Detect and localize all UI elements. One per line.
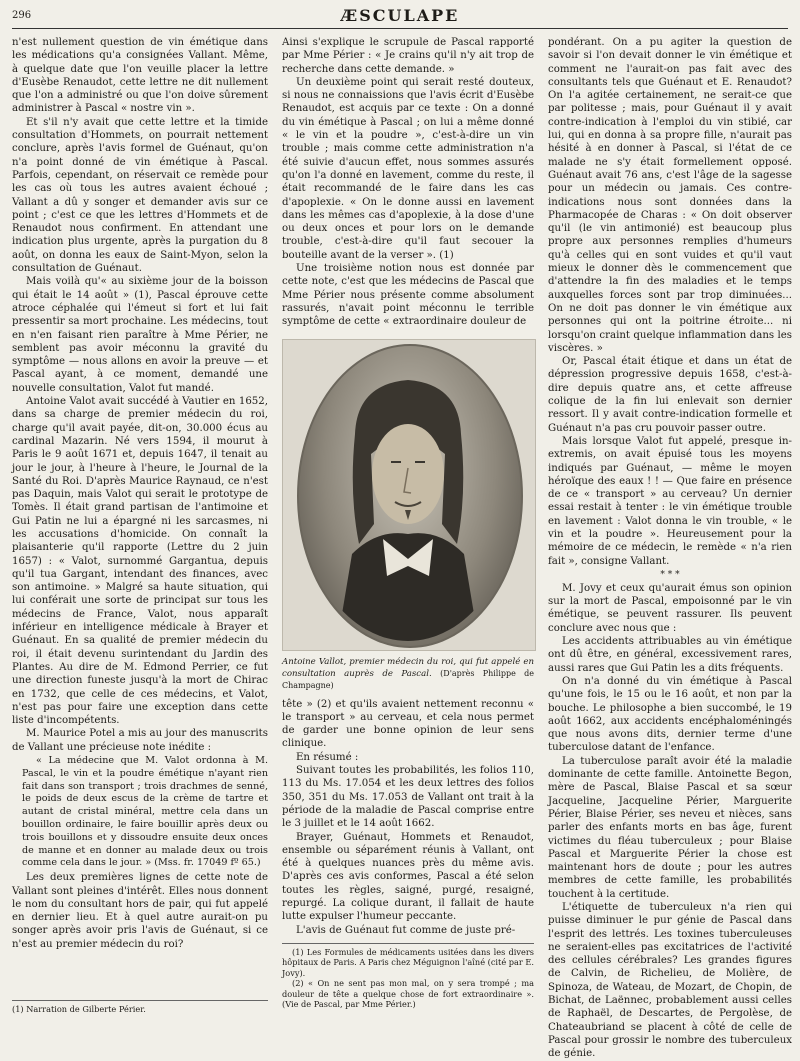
figure-caption (282, 657, 534, 692)
portrait-engraving (297, 344, 519, 644)
paragraph: Brayer, Guénaut, Hommets et Renaudot, ensemble ou séparément réunis à Vallant, ont été à quelques nuances près du même avis. D'après ces avis conformes, Pascal a été selon toutes les règles, saigné, purgé, resaigné, repurgé. La colique durant, il fallait de haute lutte expulser l'humeur peccante. (282, 831, 534, 923)
footnote-col1: (1) Narration de Gilberte Périer. (12, 1000, 268, 1014)
paragraph: La tuberculose paraît avoir été la maladie dominante de cette famille. Antoinette Begon, mère de Pascal, Blaise Pascal et sa sœur Jacqueline, Jacqueline Périer, Marguerite Périer, Blaise Périer, ses neveu et nièces, sans parler des enfants morts en bas âge, furent victimes du fléau tuberculeux ; pour Blaise Pascal et Marguerite Périer la chose est maintenant hors de doute ; pour les autres membres de cette famille, les probabilités touchent à la certitude. (548, 755, 792, 900)
paragraph: L'étiquette de tuberculeux n'a rien qui puisse diminuer le pur génie de Pascal dans l'esprit des lettrés. Les toxines tuberculeuses ne seraient-elles pas excitatrices de l'activité des cellules cérébrales? Les grandes figures de Calvin, de Richelieu, de Molière, de Spinoza, de Wateau, de Mozart, de Chopin, de Bichat, de Laënnec, probablement aussi celles de Raphaël, de Descartes, de Pergolèse, de Chateaubriand se placent à côté de celle de Pascal pour grossir le nombre des tuberculeux de génie. (548, 902, 792, 1060)
paragraph: Une troisième notion nous est donnée par cette note, c'est que les médecins de Pascal que Mme Périer nous présente comme absolument rassurés, n'avait point méconnu le terrible symptôme de cette « extraordinaire douleur de (282, 263, 534, 328)
header-rule (12, 28, 788, 29)
footnote: (2) « On ne sent pas mon mal, on y sera trompé ; ma douleur de tête a quelque chose de fort extraordinaire ». (Vie de Pascal, par Mme Périer.) (282, 978, 534, 1009)
footnote: (1) Les Formules de médicaments usitées dans les divers hôpitaux de Paris. A Paris chez Méguignon l'aîné (cité par E. Jovy). (282, 946, 534, 978)
paragraph: Or, Pascal était étique et dans un état de dépression progressive depuis 1658, c'est-à-dire depuis quatre ans, et cette affreuse colique de la fin lui enlevait son dernier ressort. Il y avait contre-indication formelle et Guénaut n'a pas cru pouvoir passer outre. (548, 356, 792, 434)
paragraph: L'avis de Guénaut fut comme de juste pré- (296, 924, 516, 936)
paragraph: Ainsi s'explique le scrupule de Pascal rapporté par Mme Périer : « Je crains qu'il n'y ait trop de recherche dans cette demande. » (282, 37, 534, 75)
column-1 (12, 36, 268, 986)
paragraph: n'est nullement question de vin émétique dans les médications qu'a consignées Vallant. Même, à quelque date que l'on veuille placer la lettre d'Eusèbe Renaudot, cette lettre ne dit nullement que l'on a administré ou que l'on doive sûrement administrer à Pascal « nostre vin ». (12, 37, 268, 115)
page-header (12, 6, 788, 28)
paragraph: Antoine Valot avait succédé à Vautier en 1652, dans sa charge de premier médecin du roi, charge qu'il avait payée, dit-on, 30.000 écus au cardinal Mazarin. Né vers 1594, il mourut à Paris le 9 août 1671 et, depuis 1647, il tenait au jour le jour, à l'heure à l'heure, le Journal de la Santé du Roi. D'après Maurice Raynaud, ce n'est pas Daquin, mais Valot qui serait le prototype de Tomès. Il était grand partisan de l'antimoine et Gui Patin ne lui a épargné ni les sarcasmes, ni les accusations d'homicide. On connaît la plaisanterie qu'il rapporte (Lettre du 2 juin 1657) : « Valot, surnommé Gargantua, depuis qu'il tua Gargant, intendant des finances, avec son antimoine. » Malgré sa haute situation, qui lui conférait une sorte de principat sur tous les médecins de France, Valot, nous apparaît inférieur en intelligence médicale à Brayer et Guénaut. En sa qualité de premier médecin du roi, il était devenu surintendant du Jardin des Plantes. Au dire de M. Edmond Perrier, ce fut une direction funeste jusqu'à la mort de Chirac en 1732, que celle de ces médecins, et Valot, n'est pas pour faire une exception dans cette liste d'incompétents. (12, 396, 268, 727)
paragraph: En résumé : (296, 751, 359, 763)
paragraph: Suivant toutes les probabilités, les folios 110, 113 du Ms. 17.054 et les deux lettres des folios 350, 351 du Ms. 17.053 de Vallant ont trait à la période de la maladie de Pascal comprise entre le 3 juillet et le 14 août 1662. (282, 765, 534, 830)
block-quote: « La médecine que M. Valot ordonna à M. Pascal, le vin et la poudre émétique n'ayant rien fait dans son transport ; trois drachmes de senné, le poids de deux escus de la crème de tartre et autant de cristal minéral, mettre cela dans un bouillon ordinaire, le faire bouillir après deux ou trois bouillons et y dissoudre ensuite deux onces de manne et en donner au malade deux ou trois comme cela dans le jour. » (Mss. fr. 17049 fº 65.) (22, 755, 268, 869)
page-number: 296 (12, 10, 32, 21)
paragraph: Et s'il n'y avait que cette lettre et la timide consultation d'Hommets, on pourrait nettement conclure, après l'avis formel de Guénaut, qu'on n'a point donné de vin émétique à Pascal. Parfois, cependant, on réservait ce remède pour les cas où tous les autres avaient échoué ; Vallant a dû y songer et demander avis sur ce point ; c'est ce que les lettres d'Hommets et de Renaudot nous confirment. En attendant une indication plus urgente, après la purgation du 8 août, on donna les eaux de Saint-Myon, selon la consultation de Guénaut. (12, 116, 268, 275)
paragraph: M. Jovy et ceux qu'aurait émus son opinion sur la mort de Pascal, empoisonné par le vin émétique, se peuvent rassurer. Ils peuvent conclure avec nous que : (548, 582, 792, 634)
paragraph: Un deuxième point qui serait resté douteux, si nous ne connaissions que l'avis écrit d'Eusèbe Renaudot, est acquis par ce texte : On a donné du vin émétique à Pascal ; on lui a même donné « le vin et la poudre », c'est-à-dire un vin trouble ; mais comme cette administration n'a été suivie d'aucun effet, nous sommes assurés qu'on l'a donné en lavement, comme du reste, il était recommandé de le faire dans les cas d'apoplexie. « On le donne aussi en lavement dans les mêmes cas d'apoplexie, à la dose d'une ou deux onces et pour lors on le demande trouble, c'est-à-dire qu'il faut secouer la bouteille avant de la verser ». (1) (282, 76, 534, 261)
paragraph: M. Maurice Potel a mis au jour des manuscrits de Vallant une précieuse note inédite : (12, 728, 268, 753)
paragraph: Mais lorsque Valot fut appelé, presque in-extremis, on avait épuisé tous les moyens indiqués par Guénaut, — même le moyen héroïque des eaux ! ! — Que faire en présence de ce « transport » au cerveau? Un dernier essai restait à tenter : le vin émétique trouble en lavement : Valot donna le vin trouble, « le vin et la poudre ». Heureusement pour la mémoire de ce médecin, le remède « n'a rien fait », consigne Vallant. (548, 435, 792, 567)
paragraph: Les accidents attribuables au vin émétique ont dû être, en général, excessivement rares, aussi rares que Gui Patin les a dits fréquents. (548, 636, 792, 674)
caption-credit: (D'après Philippe de Champagne) (282, 668, 534, 690)
paragraph: On n'a donné du vin émétique à Pascal qu'une fois, le 15 ou le 16 août, et non par la bouche. Le philosophe a bien succombé, le 19 août 1662, aux accidents encéphaloméningés que nous avons dits, dernier terme d'une tuberculose datant de l'enfance. (548, 675, 792, 754)
footnotes-col2 (282, 943, 534, 1009)
column-2 (282, 36, 534, 1036)
portrait-figure (282, 339, 536, 651)
paragraph: Les deux premières lignes de cette note de Vallant sont pleines d'intérêt. Elles nous donnent le nom du consultant hors de pair, qui fut appelé en dernier lieu. Et à quel autre aurait-on pu songer après avoir pris l'avis de Guénaut, si ce n'est au premier médecin du roi? (12, 872, 268, 950)
paragraph: tête » (2) et qu'ils avaient nettement reconnu « le transport » au cerveau, et cela nous permet de garder une bonne opinion de leur sens clinique. (282, 698, 534, 750)
running-title: ÆSCULAPE (340, 6, 460, 25)
paragraph: pondérant. On a pu agiter la question de savoir si l'on devait donner le vin émétique et comment ne l'aurait-on pas fait avec des consultants tels que Guénaut et E. Renaudot? On l'a agitée certainement, ne serait-ce que par politesse ; mais, pour Guénaut il y avait contre-indication à l'emploi du vin stibié, car lui, qui en donna à sa propre fille, n'aurait pas hésité à en donner à Pascal, si l'état de ce malade ne s'y était formellement opposé. Guénaut avait 76 ans, c'est l'âge de la sagesse pour un médecin ou jamais. Ces contre-indications nous sont données dans la Pharmacopée de Charas : « On doit observer qu'il (le vin antimonié) est beaucoup plus propre aux personnes remplies d'humeurs qu'à celles qui en sont vuides et qu'il vaut mieux le donner dès le commencement que d'attendre la fin des maladies et le temps auxquelles forces sont par trop diminuées... On ne doit pas donner le vin émétique aux personnes qui ont la poitrine étroite... ni lorsqu'on craint quelque inflammation dans les viscères. » (548, 37, 792, 354)
paragraph: Mais voilà qu'« au sixième jour de la boisson qui était le 14 août » (1), Pascal éprouve cette atroce céphalée qui l'émeut si fort et lui fait pressentir sa mort prochaine. Les médecins, tout en n'en faisant rien paraître à Mme Périer, ne semblent pas avoir méconnu la gravité du symptôme — nous allons en avoir la preuve — et Pascal ayant, à ce moment, demandé une nouvelle consultation, Valot fut mandé. (12, 276, 268, 394)
caption-text: Antoine Vallot, premier médecin du roi, qui fut appelé en consultation auprès de Pascal. (282, 656, 534, 679)
section-separator: * * * (660, 569, 680, 580)
column-3 (548, 36, 792, 1060)
